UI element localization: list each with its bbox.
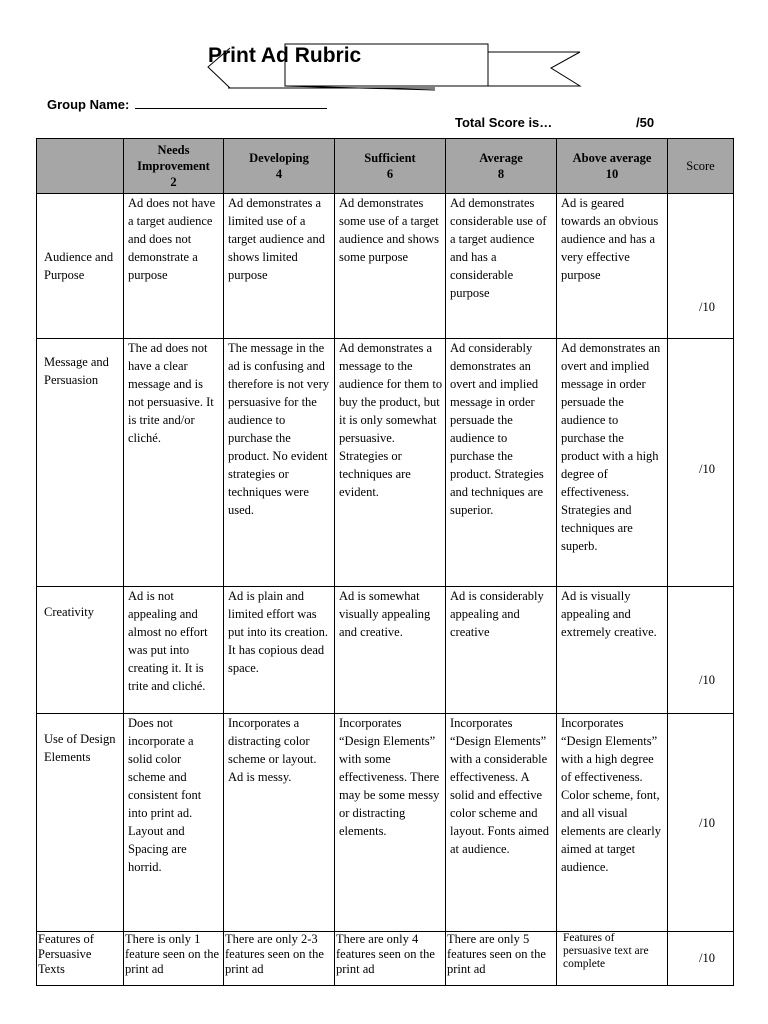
criterion-label: Message and Persuasion [37,339,124,587]
rubric-cell: Does not incorporate a solid color scheme and consistent font into print ad. Layout and Spacing are horrid. [124,714,224,932]
rubric-table [36,138,734,986]
group-name-field [47,97,327,112]
header-level: Sufficient 6 [335,139,446,194]
rubric-cell: Ad demonstrates some use of a target audience and shows some purpose [335,194,446,339]
table-row [37,339,734,587]
rubric-cell: Features of persuasive text are complete [557,932,668,986]
criterion-label: Creativity [37,587,124,714]
rubric-cell: Ad considerably demonstrates an overt and implied message in order persuade the audience to purchase the product. Strategies and techniques are superior. [446,339,557,587]
rubric-cell: Ad is somewhat visually appealing and creative. [335,587,446,714]
score-cell: /10 [668,339,734,587]
page-title: Print Ad Rubric [208,44,362,67]
header-row [37,139,734,194]
rubric-cell: There are only 2-3 features seen on the print ad [224,932,335,986]
rubric-cell: The message in the ad is confusing and therefore is not very persuasive for the audience to purchase the product. No evident strategies or techniques were used. [224,339,335,587]
rubric-cell: Incorporates “Design Elements” with a considerable effectiveness. A solid and effective color scheme and layout. Fonts aimed at audience. [446,714,557,932]
score-cell: /10 [668,587,734,714]
header-blank [37,139,124,194]
header-level: Needs Improvement 2 [124,139,224,194]
table-row [37,587,734,714]
header-level: Average 8 [446,139,557,194]
total-score-max: /50 [636,115,655,130]
rubric-cell: There is only 1 feature seen on the print ad [124,932,224,986]
score-cell: /10 [668,714,734,932]
header-level: Developing 4 [224,139,335,194]
rubric-cell: Incorporates “Design Elements” with some effectiveness. There may be some messy or distracting elements. [335,714,446,932]
score-cell: /10 [668,932,734,986]
rubric-cell: Ad is considerably appealing and creative [446,587,557,714]
rubric-cell: There are only 5 features seen on the print ad [446,932,557,986]
table-row [37,714,734,932]
rubric-cell: Ad demonstrates a message to the audience for them to buy the product, but it is only somewhat persuasive. Strategies or techniques are evident. [335,339,446,587]
table-row [37,932,734,986]
header-level: Above average 10 [557,139,668,194]
rubric-cell: Ad demonstrates a limited use of a target audience and shows limited purpose [224,194,335,339]
criterion-label: Audience and Purpose [37,194,124,339]
criterion-label: Use of Design Elements [37,714,124,932]
score-cell: /10 [668,194,734,339]
rubric-cell: Incorporates a distracting color scheme or layout. Ad is messy. [224,714,335,932]
table-row [37,194,734,339]
rubric-cell: Ad is not appealing and almost no effort was put into creating it. It is trite and cliché. [124,587,224,714]
rubric-cell: Ad does not have a target audience and does not demonstrate a purpose [124,194,224,339]
total-score-label: Total Score is… [455,115,553,130]
group-name-blank-line [135,97,327,109]
header-score: Score [668,139,734,194]
rubric-cell: Ad demonstrates considerable use of a target audience and has a considerable purpose [446,194,557,339]
rubric-cell: The ad does not have a clear message and is not persuasive. It is trite and/or cliché. [124,339,224,587]
criterion-label: Features of Persuasive Texts [37,932,124,986]
rubric-cell: Incorporates “Design Elements” with a high degree of effectiveness. Color scheme, font, and all visual elements are clearly aimed at target audience. [557,714,668,932]
rubric-cell: Ad is geared towards an obvious audience and has a very effective purpose [557,194,668,339]
rubric-cell: Ad demonstrates an overt and implied message in order persuade the audience to purchase the product with a high degree of effectiveness. Strategies and techniques are superb. [557,339,668,587]
rubric-cell: Ad is plain and limited effort was put into its creation. It has copious dead space. [224,587,335,714]
group-name-label: Group Name: [47,97,130,112]
rubric-cell: There are only 4 features seen on the print ad [335,932,446,986]
rubric-cell: Ad is visually appealing and extremely creative. [557,587,668,714]
